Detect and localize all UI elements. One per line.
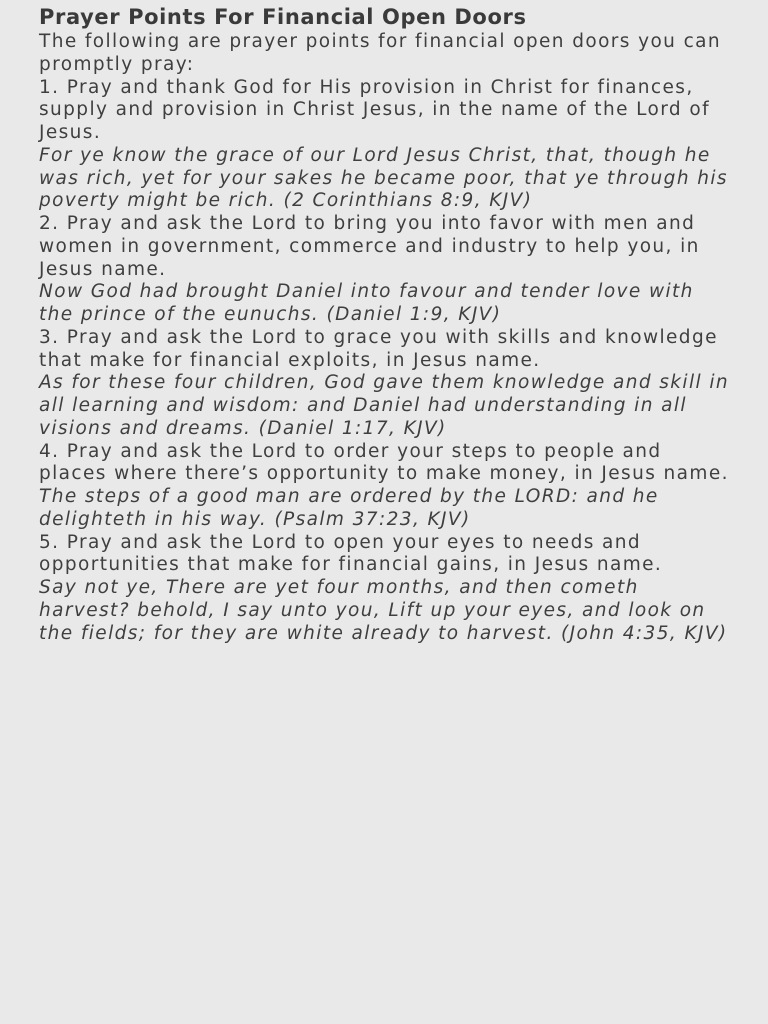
scripture-verse-3: As for these four children, God gave them knowledge and skill in all learning and wisdom: and Daniel had understanding in all visions and dreams. (Daniel 1:17, KJV) — [39, 372, 729, 439]
prayer-point-4: 4. Pray and ask the Lord to order your steps to people and places where there’s opportunity to make money, in Jesus name. — [39, 440, 729, 485]
article-body — [39, 31, 734, 645]
scripture-verse-2: Now God had brought Daniel into favour and tender love with the prince of the eunuchs. (Daniel 1:9, KJV) — [39, 281, 694, 325]
intro-paragraph: The following are prayer points for financial open doors you can promptly pray: — [39, 31, 722, 75]
scripture-verse-1: For ye know the grace of our Lord Jesus Christ, that, though he was rich, yet for your sakes he became poor, that ye through his poverty might be rich. (2 Corinthians 8:9, KJV) — [39, 144, 728, 212]
article-title: Prayer Points For Financial Open Doors — [39, 5, 527, 29]
scripture-verse-4: The steps of a good man are ordered by the LORD: and he delighteth in his way. (Psalm 37:23, KJV) — [39, 486, 659, 530]
prayer-point-5: 5. Pray and ask the Lord to open your eyes to needs and opportunities that make for financial gains, in Jesus name. — [39, 531, 663, 576]
prayer-point-2: 2. Pray and ask the Lord to bring you into favor with men and women in government, commerce and industry to help you, in Jesus name. — [39, 213, 700, 280]
scripture-verse-5: Say not ye, There are yet four months, and then cometh harvest? behold, I say unto you, Lift up your eyes, and look on the fields; for they are white already to harvest. (John 4:35, KJV) — [39, 577, 728, 644]
prayer-point-3: 3. Pray and ask the Lord to grace you with skills and knowledge that make for financial exploits, in Jesus name. — [39, 326, 718, 371]
prayer-point-1: 1. Pray and thank God for His provision in Christ for finances, supply and provision in Christ Jesus, in the name of the Lord of Jesus. — [39, 76, 710, 143]
